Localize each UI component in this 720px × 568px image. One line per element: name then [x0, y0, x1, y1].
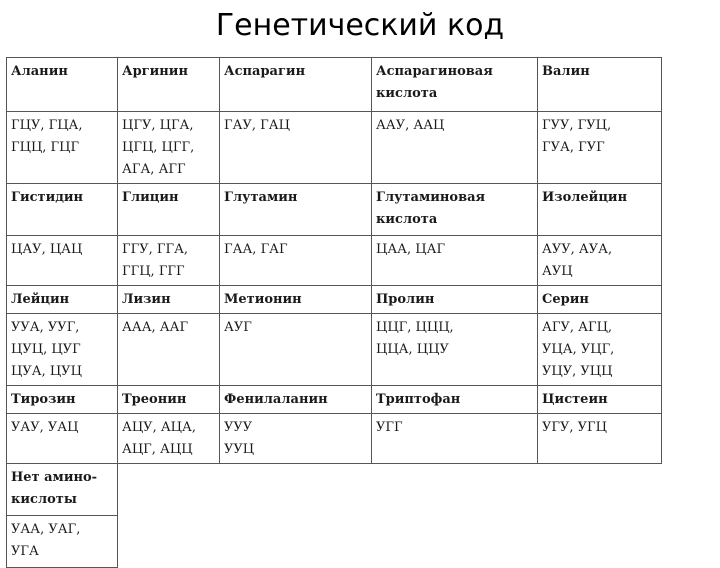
codon-list: АГУ, АГЦ, УЦА, УЦГ, УЦУ, УЦЦ: [538, 314, 662, 386]
amino-acid-name: Тирозин: [7, 386, 118, 414]
amino-acid-name: Лейцин: [7, 286, 118, 314]
amino-acid-name: Серин: [538, 286, 662, 314]
amino-acid-name: Валин: [538, 58, 662, 112]
page-title: Генетический код: [215, 8, 505, 43]
genetic-code-table: [6, 57, 661, 568]
stop-codon-label: Нет амино- кислоты: [7, 464, 118, 516]
amino-acid-name: Аспарагин: [220, 58, 372, 112]
amino-acid-name: Метионин: [220, 286, 372, 314]
stop-codon-list: УАА, УАГ, УГА: [7, 516, 118, 568]
amino-acid-name: Треонин: [118, 386, 220, 414]
codon-list: ЦГУ, ЦГА, ЦГЦ, ЦГГ, АГА, АГГ: [118, 112, 220, 184]
amino-acid-name: Изолейцин: [538, 184, 662, 236]
codon-list: ЦЦГ, ЦЦЦ, ЦЦА, ЦЦУ: [372, 314, 538, 386]
empty-cell: [118, 464, 662, 516]
codon-list: ААА, ААГ: [118, 314, 220, 386]
empty-cell: [118, 516, 662, 568]
codon-list: УГГ: [372, 414, 538, 464]
amino-acid-name: Аспарагиновая кислота: [372, 58, 538, 112]
codon-list: ААУ, ААЦ: [372, 112, 538, 184]
amino-acid-name: Аланин: [7, 58, 118, 112]
codon-list: ЦАА, ЦАГ: [372, 236, 538, 286]
amino-acid-name: Глутамин: [220, 184, 372, 236]
amino-acid-name: Глицин: [118, 184, 220, 236]
codon-list: АУГ: [220, 314, 372, 386]
codon-list: ГЦУ, ГЦА, ГЦЦ, ГЦГ: [7, 112, 118, 184]
amino-acid-name: Лизин: [118, 286, 220, 314]
codon-list: ГАУ, ГАЦ: [220, 112, 372, 184]
codon-list: УАУ, УАЦ: [7, 414, 118, 464]
codon-list: ЦАУ, ЦАЦ: [7, 236, 118, 286]
codon-list: УУУ УУЦ: [220, 414, 372, 464]
codon-list: АЦУ, АЦА, АЦГ, АЦЦ: [118, 414, 220, 464]
amino-acid-name: Аргинин: [118, 58, 220, 112]
codon-list: УГУ, УГЦ: [538, 414, 662, 464]
amino-acid-name: Цистеин: [538, 386, 662, 414]
codon-list: УУА, УУГ, ЦУЦ, ЦУГ ЦУА, ЦУЦ: [7, 314, 118, 386]
amino-acid-name: Фенилаланин: [220, 386, 372, 414]
codon-list: ГУУ, ГУЦ, ГУА, ГУГ: [538, 112, 662, 184]
amino-acid-name: Гистидин: [7, 184, 118, 236]
codon-list: ГАА, ГАГ: [220, 236, 372, 286]
amino-acid-name: Триптофан: [372, 386, 538, 414]
amino-acid-name: Пролин: [372, 286, 538, 314]
amino-acid-name: Глутаминовая кислота: [372, 184, 538, 236]
codon-list: ГГУ, ГГА, ГГЦ, ГГГ: [118, 236, 220, 286]
codon-list: АУУ, АУА, АУЦ: [538, 236, 662, 286]
